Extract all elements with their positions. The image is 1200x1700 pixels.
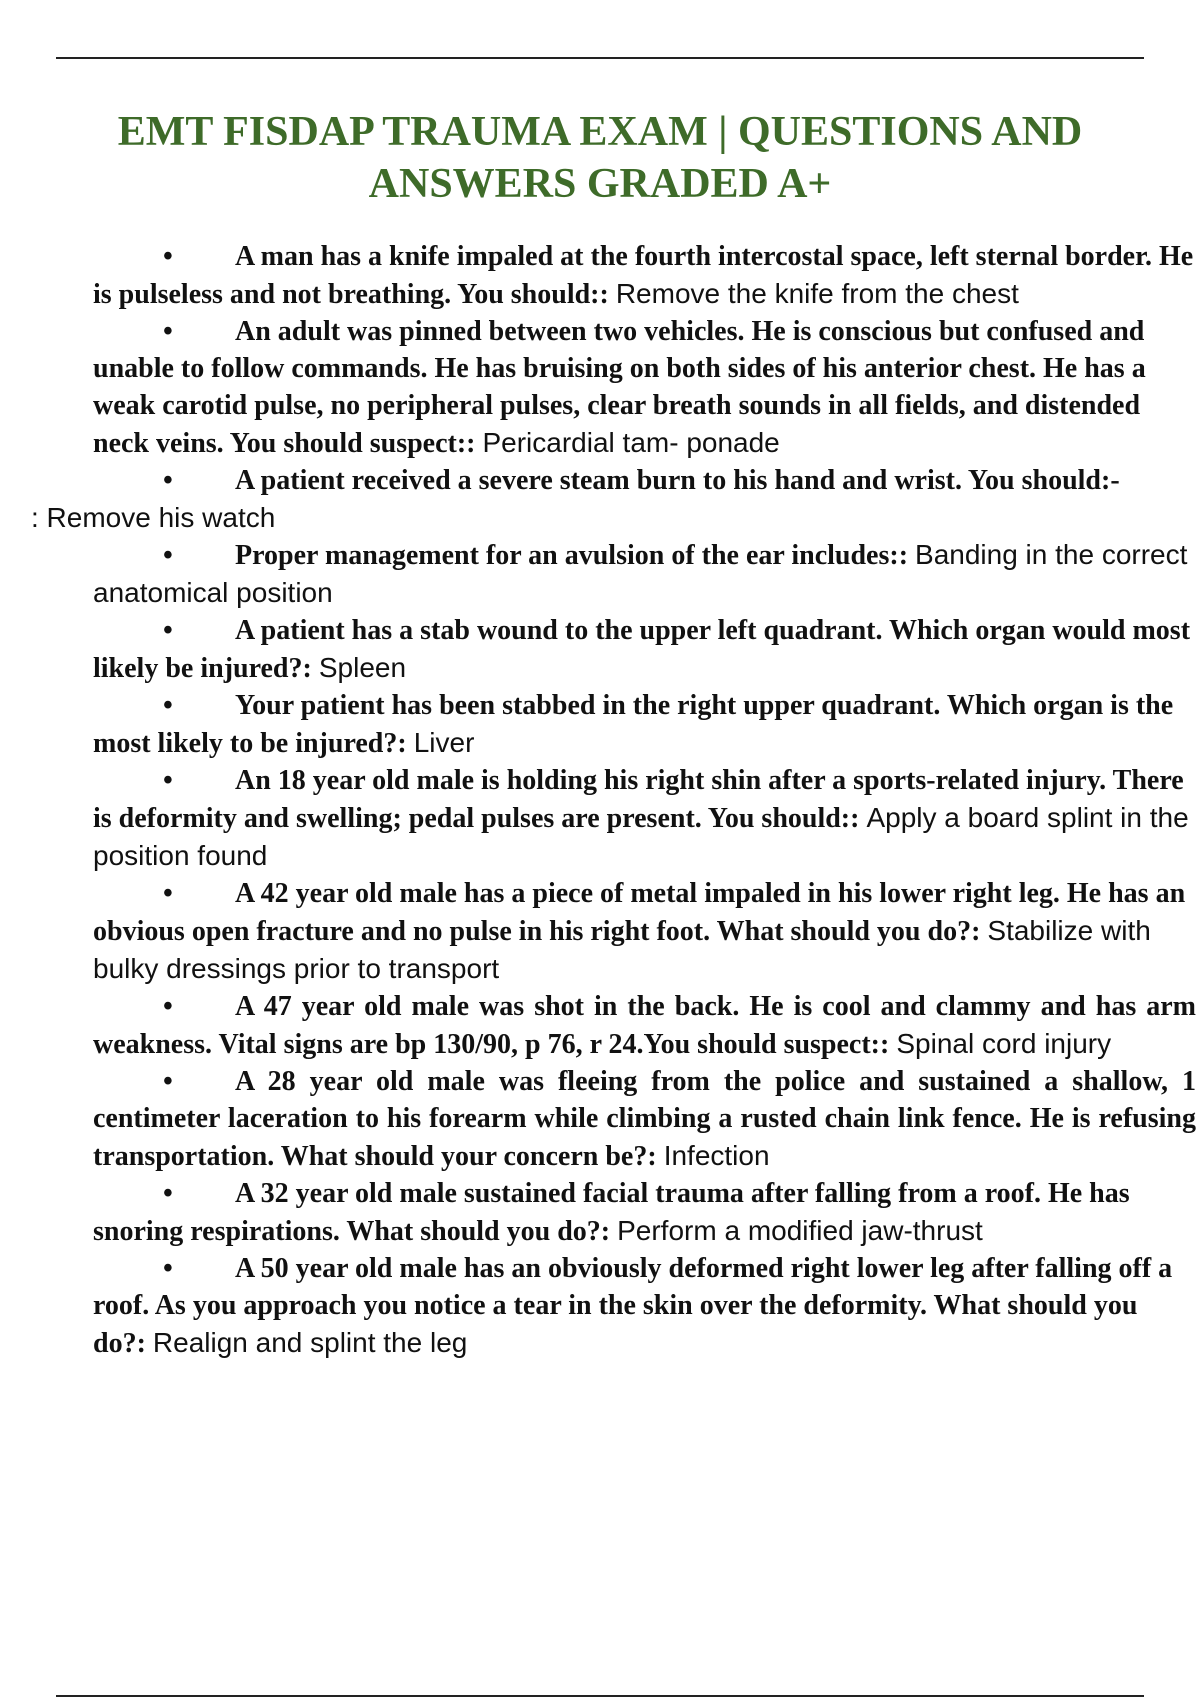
- answer-text: Infection: [663, 1140, 770, 1171]
- question-text: A patient received a severe steam burn to his hand and wrist. You should:-: [235, 465, 1120, 496]
- qa-item: [93, 536, 1196, 612]
- answer-text: Perform a modified jaw-thrust: [617, 1215, 983, 1246]
- question-text: A 32 year old male sustained facial trauma after falling from a roof. He has snoring respirations. What should you do?:: [93, 1178, 1130, 1247]
- answer-text: Spinal cord injury: [896, 1028, 1112, 1059]
- qa-item: [93, 687, 1196, 762]
- bullet-icon: •: [163, 991, 173, 1022]
- qa-item: [93, 1063, 1196, 1175]
- qa-item: [93, 988, 1196, 1063]
- question-text: A man has a knife impaled at the fourth intercostal space, left sternal border. He is pulseless and not breathing. You should::: [93, 241, 1194, 310]
- question-text: A 28 year old male was fleeing from the police and sustained a shallow, 1 centimeter laceration to his forearm while climbing a rusted chain link fence. He is refusing transportation. What should your concern be?:: [93, 1066, 1196, 1172]
- question-text: A 42 year old male has a piece of metal impaled in his lower right leg. He has an obvious open fracture and no pulse in his right foot. What should you do?:: [93, 878, 1186, 947]
- qa-item: [31, 462, 1196, 536]
- bullet-icon: •: [163, 765, 173, 796]
- bullet-icon: •: [163, 615, 173, 646]
- bullet-icon: •: [163, 1066, 173, 1097]
- bullet-icon: •: [163, 878, 173, 909]
- question-text: Your patient has been stabbed in the right upper quadrant. Which organ is the most likely to be injured?:: [93, 690, 1174, 759]
- bullet-icon: •: [163, 1253, 173, 1284]
- answer-text: Liver: [413, 727, 475, 758]
- answer-text: Stabilize with bulky dressings prior to transport: [93, 915, 1151, 984]
- qa-list: [31, 238, 1196, 1362]
- qa-item: [93, 875, 1196, 988]
- qa-item: [93, 612, 1196, 687]
- bullet-icon: •: [163, 690, 173, 721]
- qa-item: [93, 762, 1196, 875]
- answer-text: : Remove his watch: [31, 502, 276, 533]
- bullet-icon: •: [163, 465, 173, 496]
- answer-text: Remove the knife from the chest: [615, 278, 1019, 309]
- question-text: An 18 year old male is holding his right shin after a sports-related injury. There is deformity and swelling; pedal pulses are present. You should::: [93, 765, 1184, 834]
- answer-text: Spleen: [318, 652, 407, 683]
- question-text: A 47 year old male was shot in the back. He is cool and clammy and has arm weakness. Vital signs are bp 130/90, p 76, r 24.You should suspect::: [93, 991, 1196, 1060]
- bullet-icon: •: [163, 1178, 173, 1209]
- qa-item: [93, 238, 1196, 313]
- bullet-icon: •: [163, 540, 173, 571]
- qa-item: [93, 313, 1196, 462]
- bullet-icon: •: [163, 241, 173, 272]
- answer-text: Apply a board splint in the position found: [93, 802, 1189, 871]
- page-title: EMT FISDAP TRAUMA EXAM | QUESTIONS AND ANSWERS GRADED A+: [117, 109, 1083, 207]
- bullet-icon: •: [163, 316, 173, 347]
- question-text: Proper management for an avulsion of the ear includes::: [235, 540, 909, 571]
- answer-text: Pericardial tam- ponade: [482, 427, 780, 458]
- bottom-rule: [56, 1695, 1144, 1697]
- question-text: A patient has a stab wound to the upper left quadrant. Which organ would most likely be injured?:: [93, 615, 1191, 684]
- answer-text: Banding in the correct anatomical position: [93, 539, 1188, 608]
- question-text: A 50 year old male has an obviously deformed right lower leg after falling off a roof. As you approach you notice a tear in the skin over the deformity. What should you do?:: [93, 1253, 1173, 1359]
- answer-text: Realign and splint the leg: [152, 1327, 468, 1358]
- question-text: An adult was pinned between two vehicles. He is conscious but confused and unable to follow commands. He has bruising on both sides of his anterior chest. He has a weak carotid pulse, no peripheral pulses, clear breath sounds in all fields, and distended neck veins. You should suspect::: [93, 316, 1146, 459]
- qa-item: [93, 1250, 1196, 1362]
- qa-item: [93, 1175, 1196, 1250]
- top-rule: [56, 57, 1144, 59]
